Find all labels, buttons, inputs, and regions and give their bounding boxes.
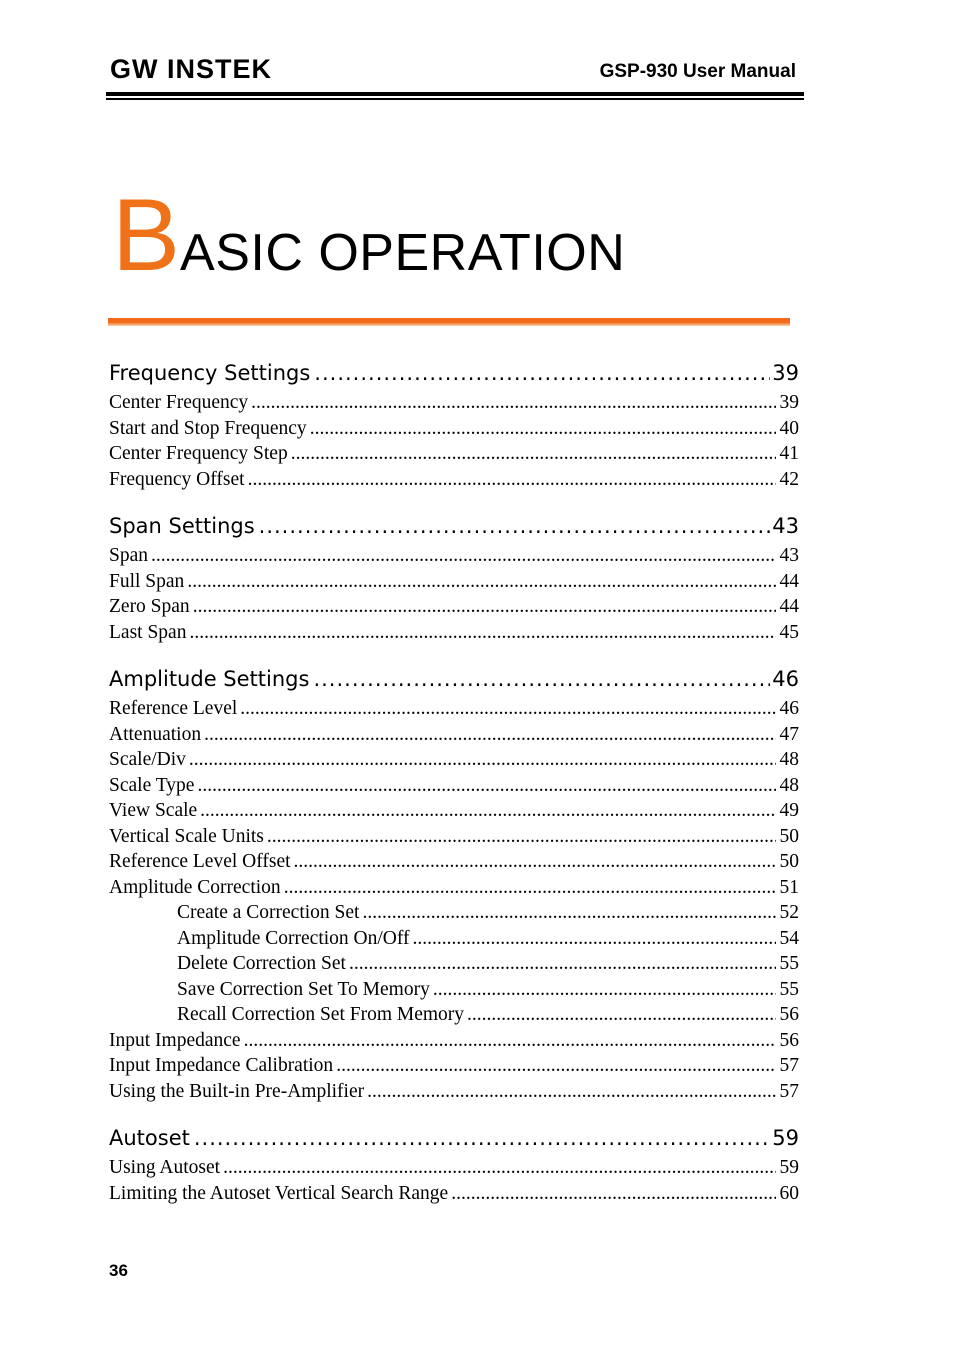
toc-entry-page: 55 (779, 953, 799, 974)
dot-leader (194, 1122, 770, 1155)
toc-entry-title: Using the Built-in Pre-Amplifier (109, 1080, 365, 1102)
toc-entry-page: 49 (779, 800, 799, 821)
toc-entry-title: Start and Stop Frequency (109, 417, 307, 439)
toc-entry-page: 41 (779, 443, 799, 464)
toc-entry-page: 40 (779, 417, 799, 439)
toc-entry-page: 45 (779, 621, 799, 643)
toc-section-heading[interactable] (109, 1122, 799, 1155)
toc-entry-page: 55 (779, 978, 799, 1000)
toc-entry[interactable] (109, 441, 799, 467)
toc-entry-page: 57 (779, 1055, 799, 1076)
toc-section-page: 59 (772, 1126, 799, 1150)
toc-entry[interactable] (109, 747, 799, 773)
toc-section (109, 357, 799, 492)
dot-leader (204, 722, 775, 748)
toc-section-heading[interactable] (109, 510, 799, 543)
dot-leader (336, 1053, 775, 1079)
toc-entry[interactable] (109, 824, 799, 850)
toc-entry-page: 51 (779, 876, 799, 898)
toc-entry-title: Input Impedance Calibration (109, 1055, 334, 1076)
toc-entry-page: 56 (779, 1004, 799, 1025)
dot-leader (314, 357, 770, 390)
chapter-title-rest: ASIC OPERATION (180, 224, 626, 282)
toc-entry[interactable] (109, 620, 799, 646)
toc-entry-title: Reference Level (109, 698, 238, 719)
toc-entry-page: 39 (779, 392, 799, 413)
manual-title: GSP-930 User Manual (599, 61, 796, 82)
dot-leader (362, 900, 775, 926)
toc-entry-title: Recall Correction Set From Memory (177, 1004, 465, 1025)
toc-section-title: Autoset (109, 1126, 190, 1150)
toc-entry[interactable] (109, 722, 799, 748)
toc-section-page: 46 (772, 667, 799, 691)
toc-section-title: Amplitude Settings (109, 667, 310, 691)
dot-leader (294, 849, 776, 875)
toc-entry[interactable] (109, 1053, 799, 1079)
toc-entry[interactable] (109, 875, 799, 901)
toc-entry-page: 43 (779, 545, 799, 566)
page-number: 36 (109, 1261, 128, 1280)
dot-leader (349, 951, 776, 977)
toc-entry-title: Using Autoset (109, 1157, 221, 1178)
toc-entry[interactable] (109, 1155, 799, 1181)
dot-leader (240, 696, 775, 722)
toc-entry[interactable] (109, 416, 799, 442)
toc-entry-title: Amplitude Correction On/Off (177, 927, 410, 949)
toc-entry-page: 47 (779, 723, 799, 745)
toc-entry-title: Create a Correction Set (177, 902, 360, 923)
toc-section (109, 1122, 799, 1206)
toc-section-heading[interactable] (109, 357, 799, 390)
dot-leader (193, 594, 776, 620)
dot-leader (200, 798, 775, 824)
dot-leader (413, 926, 776, 952)
toc-entry-title: Last Span (109, 621, 187, 643)
dot-leader (187, 569, 775, 595)
dot-leader (259, 510, 771, 543)
toc-entry[interactable] (109, 1181, 799, 1207)
dot-leader (151, 543, 776, 569)
table-of-contents (109, 357, 799, 1224)
toc-entry-title: Delete Correction Set (177, 953, 346, 974)
toc-entry[interactable] (109, 1002, 799, 1028)
toc-entry-title: Scale Type (109, 774, 195, 796)
toc-entry-page: 42 (779, 468, 799, 490)
header-rule-thin (106, 98, 804, 100)
toc-entry[interactable] (109, 1028, 799, 1054)
dot-leader (367, 1079, 775, 1105)
toc-entry-title: Limiting the Autoset Vertical Search Range (109, 1182, 449, 1204)
toc-entry-title: Center Frequency (109, 392, 249, 413)
toc-entry[interactable] (109, 951, 799, 977)
toc-entry-title: View Scale (109, 800, 198, 821)
toc-entry[interactable] (109, 1079, 799, 1105)
dot-leader (467, 1002, 775, 1028)
toc-section-page: 39 (772, 361, 799, 385)
toc-entry-page: 48 (779, 749, 799, 770)
toc-entry[interactable] (109, 569, 799, 595)
toc-section-heading[interactable] (109, 663, 799, 696)
brand-logo: GW INSTEK (110, 54, 272, 84)
toc-entry[interactable] (109, 594, 799, 620)
toc-entry-page: 46 (779, 698, 799, 719)
toc-entry-title: Amplitude Correction (109, 876, 281, 898)
toc-section-title: Span Settings (109, 514, 255, 538)
toc-entry[interactable] (109, 390, 799, 416)
toc-entry[interactable] (109, 696, 799, 722)
toc-entry[interactable] (109, 467, 799, 493)
dot-leader (189, 620, 775, 646)
dot-leader (313, 663, 770, 696)
dot-leader (244, 1028, 776, 1054)
chapter-title-underline (108, 318, 790, 326)
toc-section (109, 510, 799, 645)
toc-entry-title: Attenuation (109, 723, 202, 745)
toc-entry-page: 52 (779, 902, 799, 923)
toc-entry-title: Zero Span (109, 596, 190, 617)
dot-leader (223, 1155, 775, 1181)
toc-entry[interactable] (109, 543, 799, 569)
toc-entry-title: Full Span (109, 570, 185, 592)
toc-entry-title: Reference Level Offset (109, 851, 291, 872)
toc-entry-title: Vertical Scale Units (109, 825, 264, 847)
toc-entry[interactable] (109, 849, 799, 875)
toc-entry[interactable] (109, 926, 799, 952)
chapter-title (112, 178, 626, 295)
dot-leader (310, 416, 776, 442)
toc-entry-page: 59 (779, 1157, 799, 1178)
chapter-title-initial: B (112, 178, 181, 292)
dot-leader (451, 1181, 775, 1207)
toc-entry[interactable] (109, 977, 799, 1003)
toc-section-page: 43 (772, 514, 799, 538)
toc-entry-page: 57 (779, 1080, 799, 1102)
page-header (108, 52, 804, 96)
toc-entry-title: Span (109, 545, 148, 566)
dot-leader (197, 773, 775, 799)
dot-leader (248, 467, 776, 493)
dot-leader (267, 824, 776, 850)
toc-entry[interactable] (109, 798, 799, 824)
toc-entry-page: 50 (779, 851, 799, 872)
toc-entry-page: 48 (779, 774, 799, 796)
toc-section (109, 663, 799, 1104)
toc-entry-page: 50 (779, 825, 799, 847)
dot-leader (284, 875, 776, 901)
toc-entry-title: Input Impedance (109, 1029, 241, 1051)
toc-entry-title: Scale/Div (109, 749, 186, 770)
toc-entry-page: 60 (779, 1182, 799, 1204)
toc-entry[interactable] (109, 773, 799, 799)
toc-entry-page: 44 (779, 570, 799, 592)
toc-section-title: Frequency Settings (109, 361, 311, 385)
dot-leader (291, 441, 776, 467)
toc-entry-page: 44 (779, 596, 799, 617)
dot-leader (433, 977, 776, 1003)
toc-entry-title: Frequency Offset (109, 468, 245, 490)
toc-entry[interactable] (109, 900, 799, 926)
toc-entry-page: 56 (779, 1029, 799, 1051)
toc-entry-title: Save Correction Set To Memory (177, 978, 430, 1000)
header-rule-thick (106, 92, 804, 96)
toc-entry-page: 54 (779, 927, 799, 949)
toc-entry-title: Center Frequency Step (109, 443, 288, 464)
dot-leader (251, 390, 775, 416)
dot-leader (189, 747, 776, 773)
